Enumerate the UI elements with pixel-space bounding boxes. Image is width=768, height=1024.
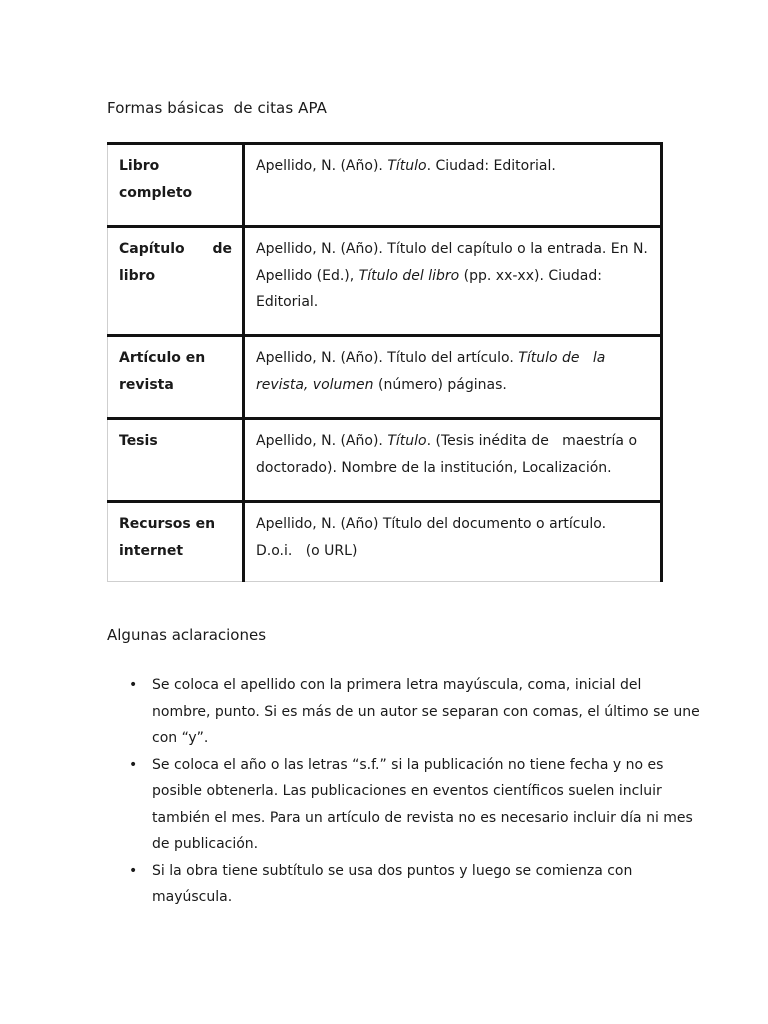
note-text: Se coloca el año o las letras “s.f.” si la publicación no tiene fecha y no es posible obtenerla. Las publicaciones en eventos científicos suelen incluir también el mes. Para un artículo de revista no es necesario incluir día ni mes de publicación. <box>152 756 693 852</box>
row-label <box>108 419 244 502</box>
label-line <box>119 236 232 263</box>
row-citation-format <box>244 419 662 502</box>
row-citation-format <box>244 336 662 419</box>
row-citation-format <box>244 502 662 582</box>
bullet-icon: • <box>129 756 138 773</box>
citation-italic-text: Título <box>387 158 427 174</box>
citation-text: . (Tesis inédita de maestría o doctorado). Nombre de la institución, Localización. <box>256 433 642 476</box>
row-label <box>108 144 244 227</box>
citation-text: Apellido, N. (Año). <box>256 433 388 449</box>
section-title: Algunas aclaraciones <box>107 626 267 644</box>
citation-text: Apellido, N. (Año). <box>256 158 388 174</box>
citation-italic-text: Título de la revista, volumen <box>256 350 610 393</box>
apa-citation-table <box>107 142 663 582</box>
citation-text: (pp. xx-xx). Ciudad: Editorial. <box>256 267 602 310</box>
row-label <box>108 502 244 582</box>
label-line: Artículo en <box>119 350 206 366</box>
table-row <box>108 227 662 336</box>
label-line: libro <box>119 267 156 284</box>
label-line: revista <box>119 376 174 393</box>
citation-text: Apellido, N. (Año) Título del documento o artículo. <box>256 516 607 532</box>
page-title: Formas básicas de citas APA <box>107 99 328 117</box>
row-label <box>108 227 244 336</box>
citation-text: D.o.i. (o URL) <box>256 542 358 559</box>
label-line: completo <box>119 184 193 201</box>
label-word: Capítulo <box>119 241 185 257</box>
label-word: de <box>212 241 232 257</box>
table-row <box>108 502 662 582</box>
label-line: internet <box>119 542 184 559</box>
notes-list <box>107 672 704 911</box>
list-item <box>129 858 704 911</box>
label-line: Libro <box>119 158 160 174</box>
table-row <box>108 144 662 227</box>
note-text: Se coloca el apellido con la primera letra mayúscula, coma, inicial del nombre, punto. Si es más de un autor se separan con comas, el último se une con “y”. <box>152 677 700 746</box>
citation-text: Apellido, N. (Año). Título del capítulo o la entrada. En N. Apellido (Ed.), <box>256 241 648 284</box>
citation-text: . Ciudad: Editorial. <box>426 158 556 174</box>
row-citation-format <box>244 227 662 336</box>
row-citation-format <box>244 144 662 227</box>
citation-italic-text: Título <box>387 433 427 449</box>
citation-italic-text: Título del libro <box>358 267 460 284</box>
table-row <box>108 419 662 502</box>
citation-text: (número) páginas. <box>373 376 507 393</box>
bullet-icon: • <box>129 677 138 693</box>
row-label <box>108 336 244 419</box>
label-line: Recursos en <box>119 516 216 532</box>
label-line: Tesis <box>119 433 158 449</box>
note-text: Si la obra tiene subtítulo se usa dos puntos y luego se comienza con mayúscula. <box>152 862 633 905</box>
list-item <box>129 752 704 858</box>
list-item <box>129 672 704 752</box>
table-row <box>108 336 662 419</box>
citation-text: Apellido, N. (Año). Título del artículo. <box>256 350 519 366</box>
bullet-icon: • <box>129 862 138 879</box>
